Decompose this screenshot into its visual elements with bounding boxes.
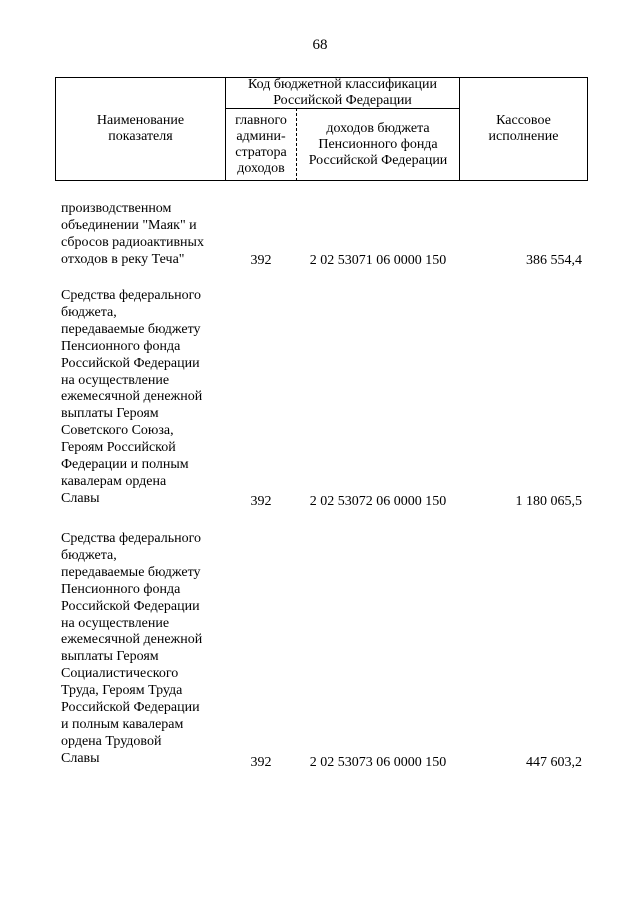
header-name-column: Наименование показателя (96, 113, 185, 144)
header-code-group: Код бюджетной классификации Российской Федерации (248, 77, 437, 108)
header-right-border (587, 77, 588, 181)
header-divider-3 (459, 77, 460, 181)
header-bottom-border (55, 180, 587, 181)
row-budget-code: 2 02 53071 06 0000 150 (309, 253, 447, 268)
row-budget-code: 2 02 53072 06 0000 150 (309, 494, 447, 509)
header-group-divider (225, 108, 459, 109)
header-top-border (55, 77, 587, 78)
row-amount: 1 180 065,5 (515, 494, 582, 509)
row-name: Средства федерального бюджета, передаваемые бюджету Пенсионного фонда Российской Федерации на осуществление ежемесячной денежной выплаты Героям Советского Союза, Героям Российской Федерации и полным кавалерам ордена Славы (61, 288, 203, 506)
header-code-column: доходов бюджета Пенсионного фонда Российской Федерации (308, 120, 448, 168)
row-admin-code: 392 (250, 253, 272, 268)
row-name: производственном объединении "Маяк" и сбросов радиоактивных отходов в реку Теча" (61, 201, 204, 267)
row-name: Средства федерального бюджета, передаваемые бюджету Пенсионного фонда Российской Федерации на осуществление ежемесячной денежной выплаты Героям Социалистического Труда, Героям Труда Российской Федерации и полным кавалерам ордена Трудовой Славы (61, 531, 203, 766)
header-left-border (55, 77, 56, 181)
header-divider-2 (296, 108, 297, 181)
row-budget-code: 2 02 53073 06 0000 150 (309, 755, 447, 770)
header-admin-column: главного админи- стратора доходов (235, 112, 287, 176)
row-amount: 386 554,4 (526, 253, 582, 268)
row-amount: 447 603,2 (526, 755, 582, 770)
header-amount-column: Кассовое исполнение (488, 113, 559, 144)
row-admin-code: 392 (250, 755, 272, 770)
row-admin-code: 392 (250, 494, 272, 509)
page-number: 68 (312, 37, 328, 53)
header-divider-1 (225, 77, 226, 181)
